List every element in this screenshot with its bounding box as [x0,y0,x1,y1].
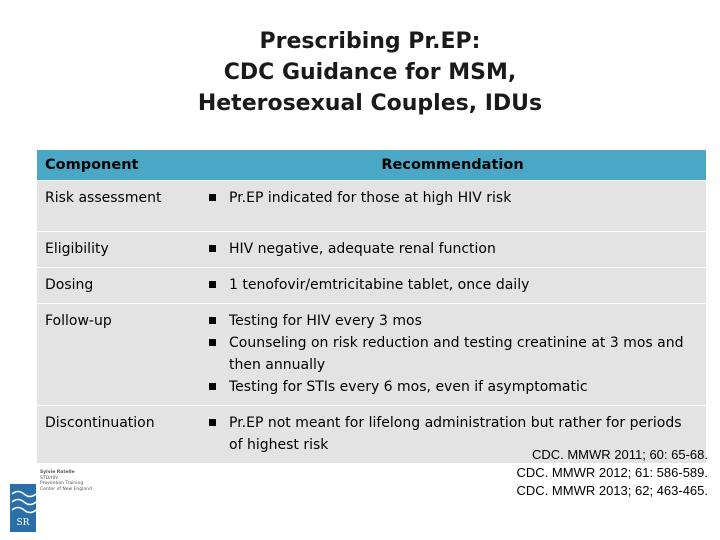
svg-text:SR: SR [16,518,30,528]
logo-name: Sylvie Ratelle [40,470,75,475]
table-header-row [37,150,706,181]
bullet-item: Counseling on risk reduction and testing creatinine at 3 mos and then annually [207,332,698,376]
reference-item: CDC. MMWR 2013; 62; 463-465. [516,483,708,498]
bullet-item: Testing for HIV every 3 mos [207,310,698,332]
header-recommendation: Recommendation [199,150,706,181]
logo-line: Prevention Training [40,481,84,486]
bullet-item: 1 tenofovir/emtricitabine tablet, once daily [207,274,698,296]
row-recommendation [199,304,706,406]
title-line-1: Prescribing Pr.EP: [259,29,481,54]
row-component: Follow-up [37,304,199,406]
table-row [37,304,706,406]
bullet-item: HIV negative, adequate renal function [207,238,698,260]
table-row [37,268,706,304]
bullet-item: Pr.EP not meant for lifelong administration but rather for periods of highest risk [207,412,698,456]
table-row [37,232,706,268]
logo-line: STD/HIV [40,475,59,481]
reference-item: CDC. MMWR 2011; 60: 65-68. [531,447,708,462]
title-line-2: CDC Guidance for MSM, [223,60,517,85]
row-component: Dosing [37,268,199,304]
logo-line: Center of New England [40,486,92,492]
row-component: Risk assessment [37,181,199,232]
logo-text [40,470,120,492]
row-recommendation [199,181,706,232]
row-component: Eligibility [37,232,199,268]
reference-item: CDC. MMWR 2012; 61: 586-589. [516,465,708,480]
row-component: Discontinuation [37,406,199,464]
recommendation-table [37,150,706,464]
row-recommendation [199,232,706,268]
table-row [37,181,706,232]
title-line-3: Heterosexual Couples, IDUs [197,91,543,116]
row-recommendation [199,268,706,304]
header-component: Component [37,150,199,181]
bullet-item: Pr.EP indicated for those at high HIV risk [207,187,698,209]
bullet-item: Testing for STIs every 6 mos, even if asymptomatic [207,376,698,398]
references [517,446,708,500]
slide-title [0,26,720,119]
